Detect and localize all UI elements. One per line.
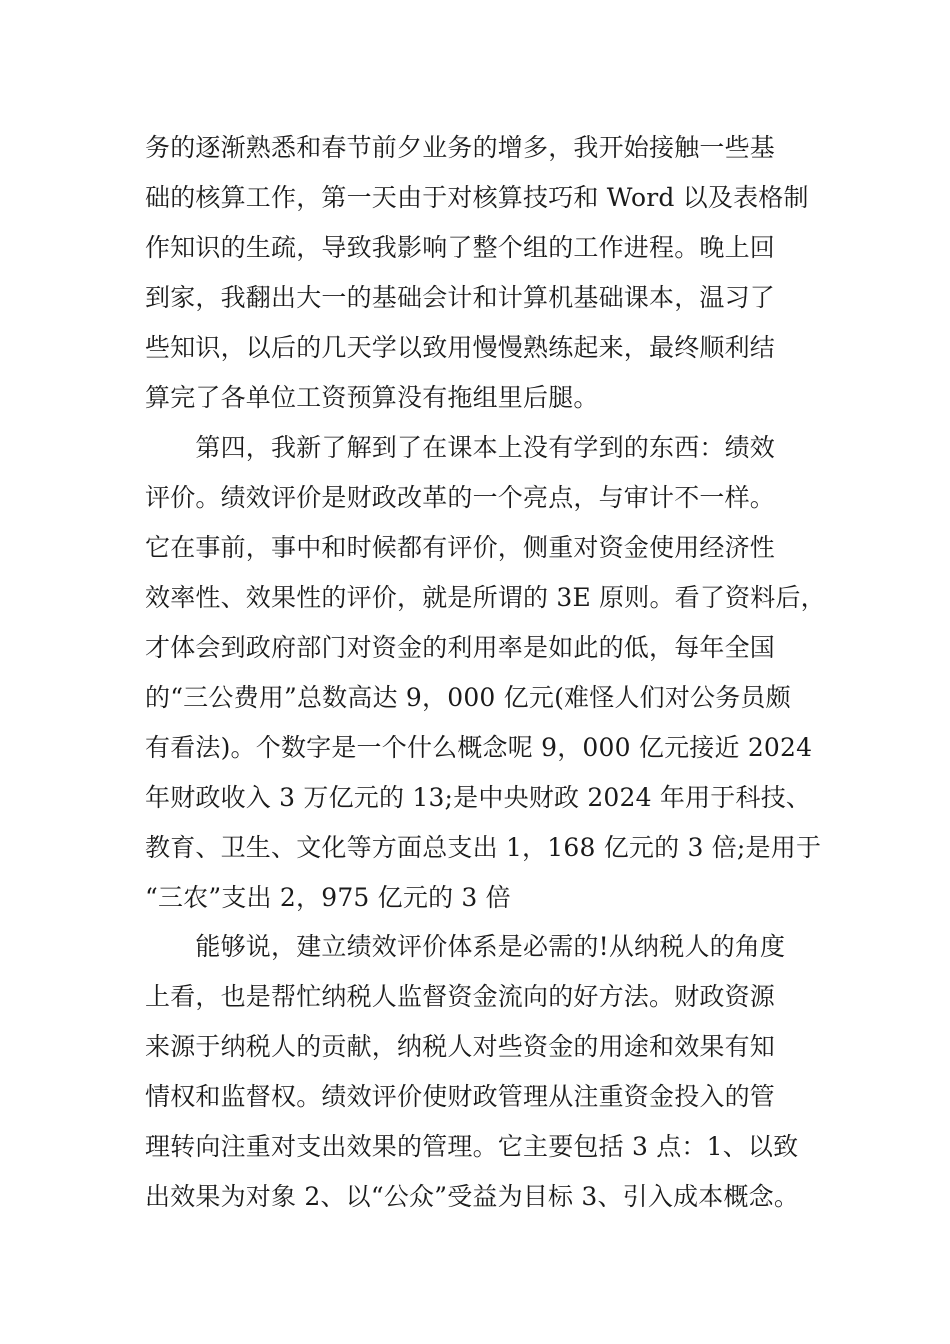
text-line: “三农”支出 2，975 亿元的 3 倍 — [145, 883, 511, 912]
text-line: 才体会到政府部门对资金的利用率是如此的低，每年全国 — [145, 633, 776, 662]
text-line: 的“三公费用”总数高达 9，000 亿元(难怪人们对公务员颇 — [145, 683, 791, 712]
text-line: 它在事前，事中和时候都有评价，侧重对资金使用经济性 — [145, 533, 776, 562]
paragraph-1 — [145, 123, 825, 423]
text-line: 来源于纳税人的贡献，纳税人对些资金的用途和效果有知 — [145, 1032, 776, 1061]
paragraph-2 — [145, 423, 825, 923]
text-line: 情权和监督权。绩效评价使财政管理从注重资金投入的管 — [145, 1082, 776, 1111]
text-line: 有看法)。个数字是一个什么概念呢 9，000 亿元接近 2024 — [145, 733, 813, 762]
text-line: 作知识的生疏，导致我影响了整个组的工作进程。晚上回 — [145, 233, 776, 262]
text-line: 础的核算工作，第一天由于对核算技巧和 Word 以及表格制 — [145, 183, 809, 212]
paragraph-3 — [145, 922, 825, 1222]
text-line: 能够说，建立绩效评价体系是必需的!从纳税人的角度 — [145, 932, 786, 961]
text-line: 效率性、效果性的评价，就是所谓的 3E 原则。看了资料后， — [145, 583, 826, 612]
text-line: 教育、卫生、文化等方面总支出 1，168 亿元的 3 倍;是用于 — [145, 833, 822, 862]
text-line: 年财政收入 3 万亿元的 13;是中央财政 2024 年用于科技、 — [145, 783, 812, 812]
text-line: 到家，我翻出大一的基础会计和计算机基础课本，温习了 — [145, 283, 776, 312]
text-line: 些知识，以后的几天学以致用慢慢熟练起来，最终顺利结 — [145, 333, 776, 362]
text-line: 理转向注重对支出效果的管理。它主要包括 3 点：1、以致 — [145, 1132, 799, 1161]
text-line: 务的逐渐熟悉和春节前夕业务的增多，我开始接触一些基 — [145, 133, 776, 162]
text-line: 算完了各单位工资预算没有拖组里后腿。 — [145, 383, 599, 412]
text-line: 出效果为对象 2、以“公众”受益为目标 3、引入成本概念。 — [145, 1182, 800, 1211]
text-line: 上看，也是帮忙纳税人监督资金流向的好方法。财政资源 — [145, 982, 776, 1011]
text-line: 第四，我新了解到了在课本上没有学到的东西：绩效 — [145, 433, 776, 462]
text-line: 评价。绩效评价是财政改革的一个亮点，与审计不一样。 — [145, 483, 776, 512]
